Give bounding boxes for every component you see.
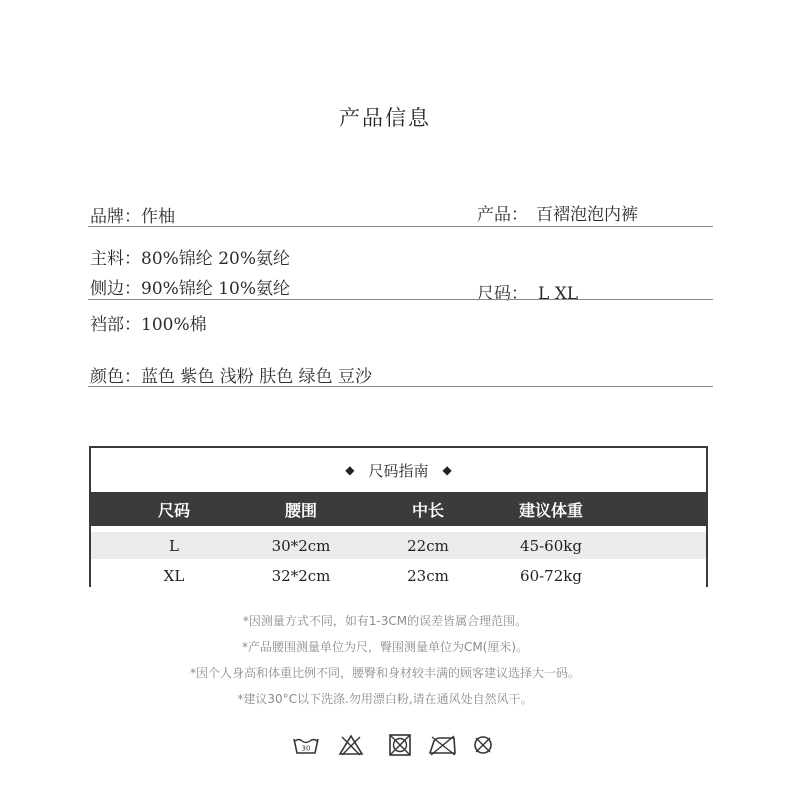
color-row xyxy=(90,362,372,387)
brand-value: 作柚 xyxy=(141,207,175,227)
table-cell: 32*2cm xyxy=(271,566,331,585)
divider xyxy=(88,386,713,387)
product-row xyxy=(477,200,638,225)
note-text: *产品腰围测量单位为尺，臀围测量单位为CM(厘米)。 xyxy=(241,640,529,654)
table-cell: L xyxy=(169,536,179,555)
main-fabric-label: 主料： xyxy=(90,249,141,269)
table-cell: 60-72kg xyxy=(520,566,582,585)
crotch-label: 裆部： xyxy=(90,315,141,335)
no-iron-icon xyxy=(428,733,458,757)
side-fabric-label: 侧边： xyxy=(90,279,141,299)
brand-label: 品牌： xyxy=(90,207,141,227)
size-guide-table xyxy=(89,446,708,587)
size-guide-title: 尺码指南 xyxy=(368,461,429,480)
table-cell: 30*2cm xyxy=(271,536,331,555)
page-title: 产品信息 xyxy=(339,106,431,130)
brand-row xyxy=(90,202,175,227)
side-fabric-row xyxy=(90,274,290,299)
column-header: 建议体重 xyxy=(518,500,583,520)
table-row xyxy=(91,562,706,589)
svg-text:30: 30 xyxy=(301,744,311,753)
crotch-value: 100%棉 xyxy=(141,315,207,335)
no-tumble-dry-icon xyxy=(388,733,412,757)
color-value: 蓝色 紫色 浅粉 肤色 绿色 豆沙 xyxy=(141,367,373,387)
note-text: *建议30°C以下洗涤.勿用漂白粉,请在通风处自然风干。 xyxy=(237,692,533,706)
crotch-row xyxy=(90,310,207,335)
column-header: 尺码 xyxy=(157,500,190,520)
wash-30-icon xyxy=(292,733,320,757)
size-label: 尺码： xyxy=(477,284,528,304)
column-header: 中长 xyxy=(411,500,444,520)
size-guide-header xyxy=(91,448,706,492)
diamond-icon: ◆ xyxy=(345,463,355,477)
table-header-row xyxy=(91,492,706,526)
color-label: 颜色： xyxy=(90,367,141,387)
size-row xyxy=(477,279,578,304)
no-dry-clean-icon xyxy=(472,733,494,757)
main-fabric-value: 80%锦纶 20%氨纶 xyxy=(141,249,290,269)
side-fabric-value: 90%锦纶 10%氨纶 xyxy=(141,279,290,299)
table-cell: XL xyxy=(163,566,185,585)
table-cell: 45-60kg xyxy=(520,536,582,555)
divider xyxy=(88,226,713,227)
divider xyxy=(88,299,713,300)
size-value: L XL xyxy=(538,284,579,304)
product-label: 产品： xyxy=(477,205,528,225)
table-cell: 23cm xyxy=(407,566,449,585)
table-row xyxy=(91,532,706,559)
main-fabric-row xyxy=(90,244,290,269)
no-bleach-icon xyxy=(338,733,364,757)
note-text: *因测量方式不同，如有1-3CM的误差皆属合理范围。 xyxy=(242,614,528,628)
diamond-icon: ◆ xyxy=(442,463,452,477)
note-text: *因个人身高和体重比例不同，腰臀和身材较丰满的顾客建议选择大一码。 xyxy=(189,666,580,680)
product-value: 百褶泡泡内裤 xyxy=(536,205,638,225)
column-header: 腰围 xyxy=(284,500,317,520)
table-cell: 22cm xyxy=(407,536,449,555)
